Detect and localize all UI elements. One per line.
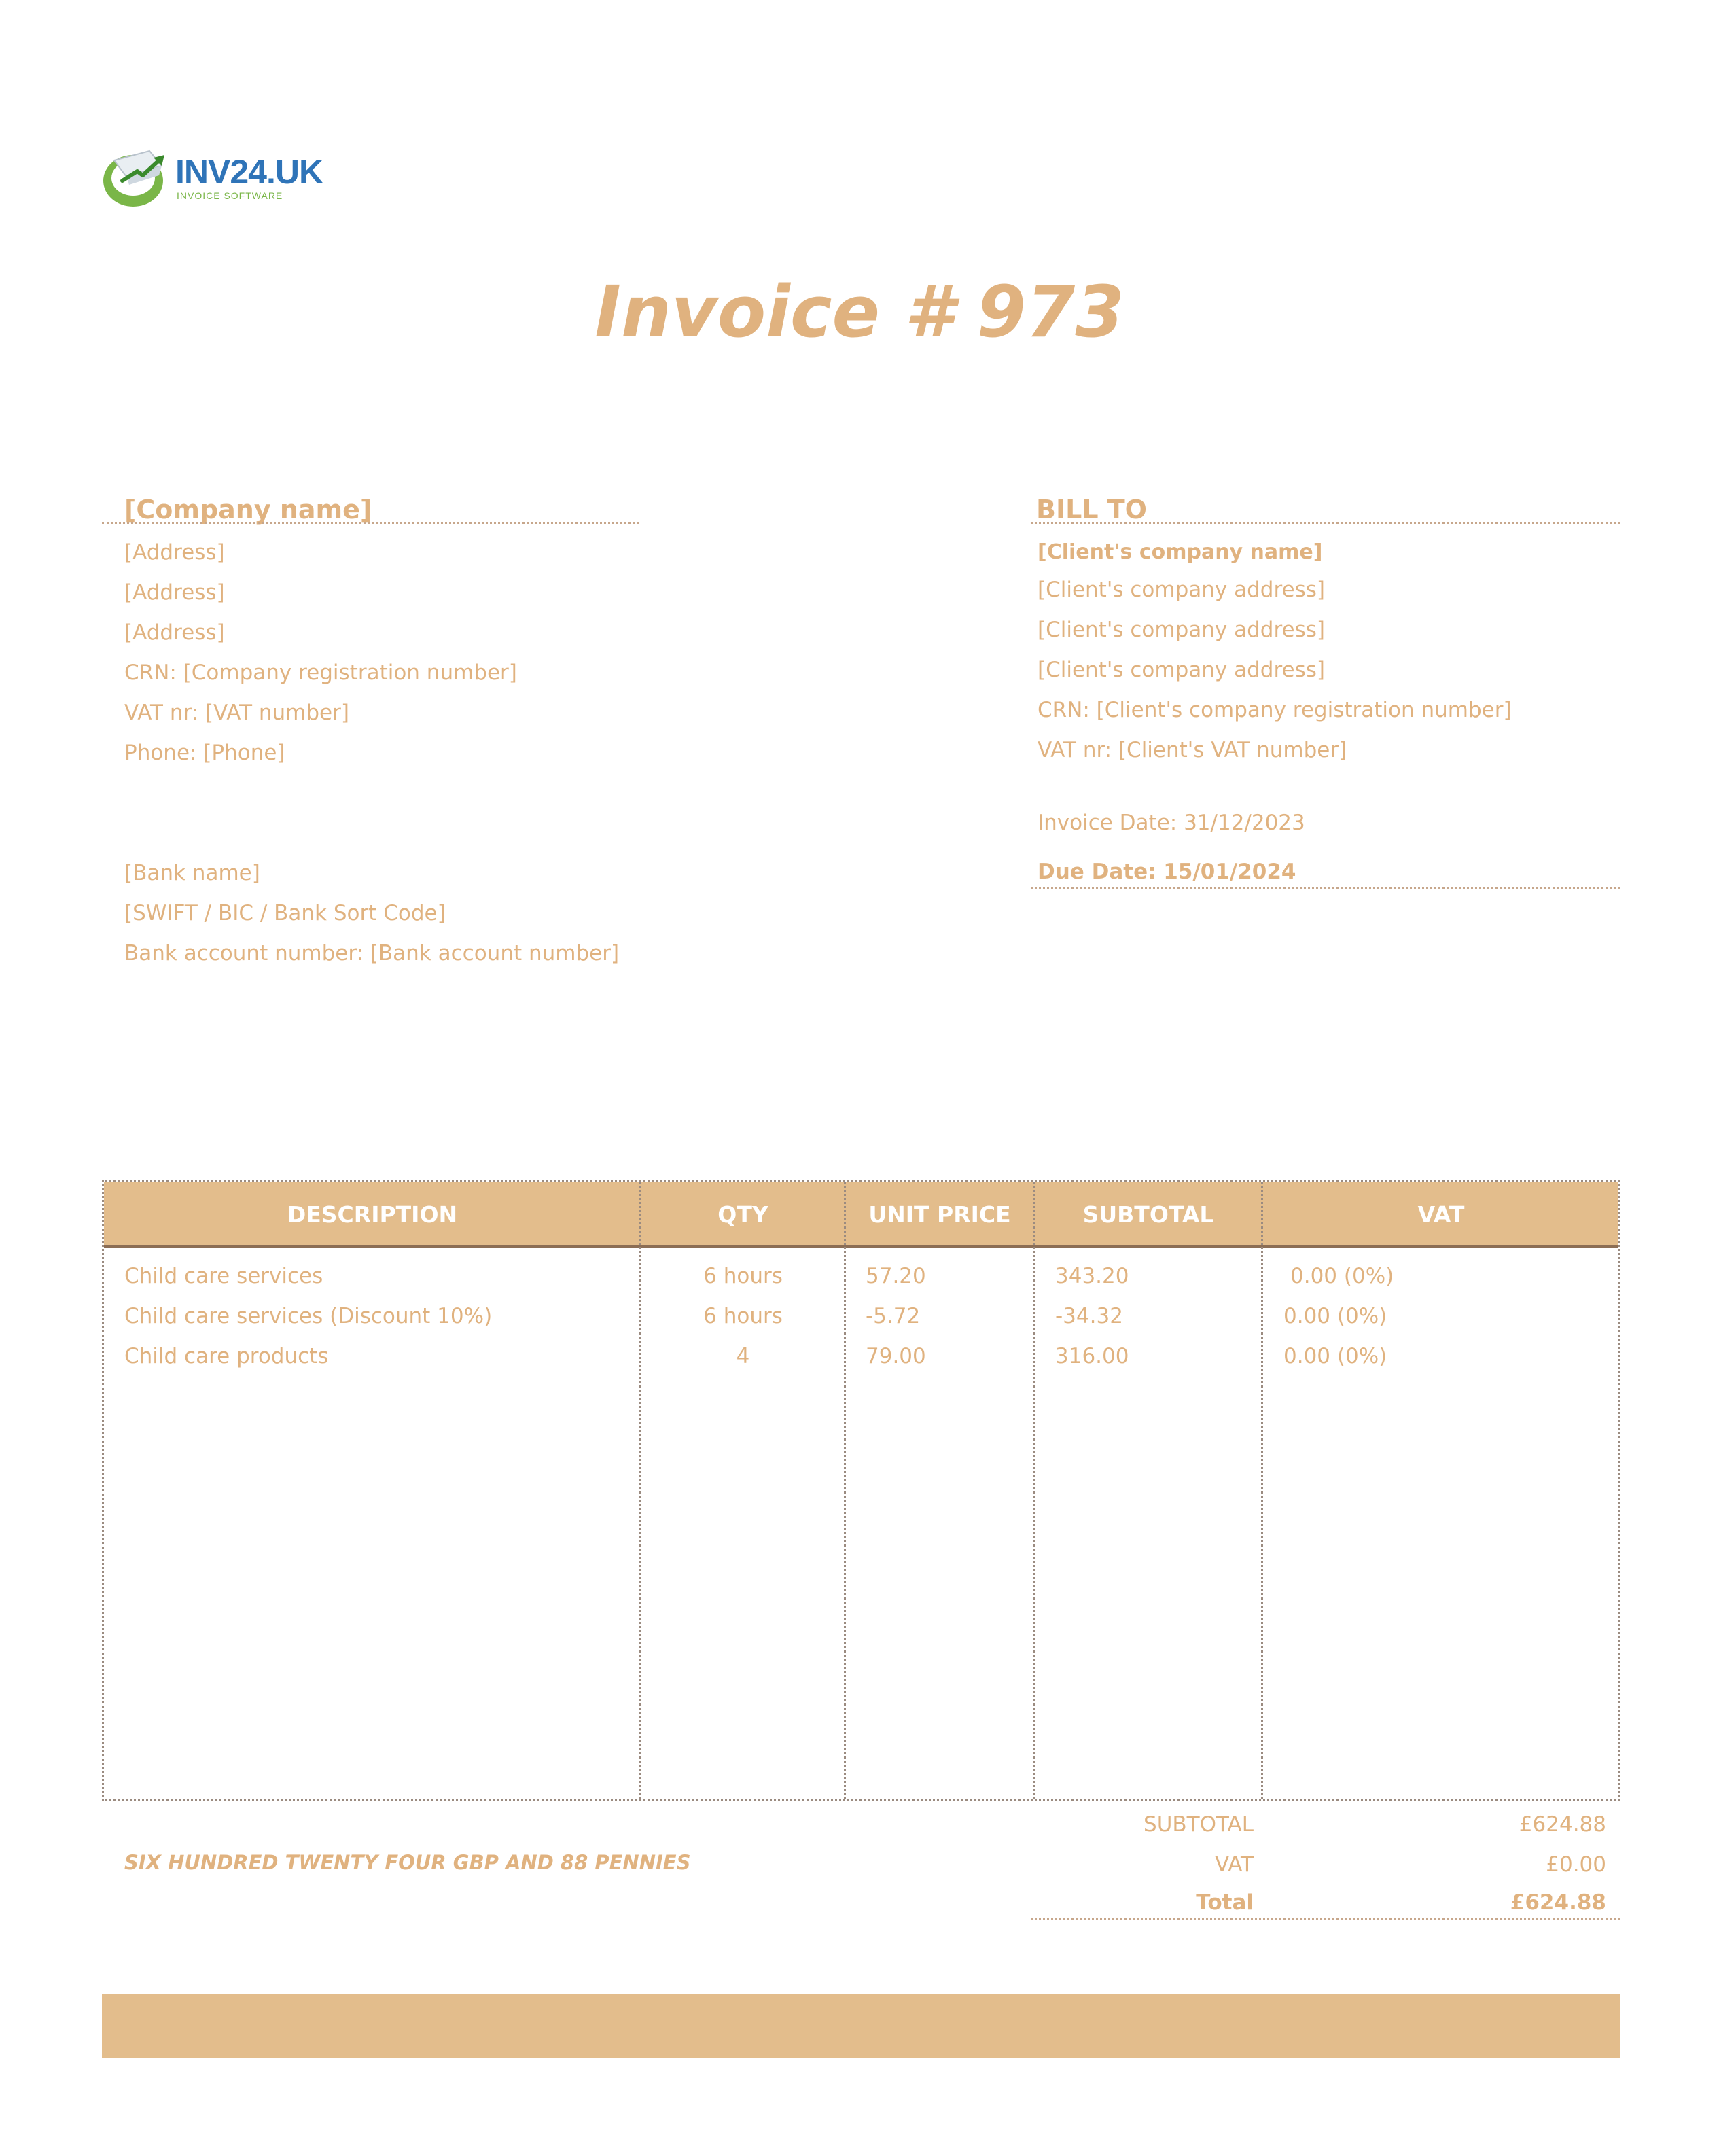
column-divider [1033, 1182, 1035, 1799]
col-header-unit-price: UNIT PRICE [868, 1201, 1011, 1228]
amount-in-words: SIX HUNDRED TWENTY FOUR GBP AND 88 PENNIES [124, 1851, 691, 1874]
table-header [104, 1182, 1618, 1248]
bank-account-number: Bank account number: [Bank account number] [124, 941, 620, 966]
row-description: Child care services (Discount 10%) [124, 1304, 493, 1328]
client-address-1: [Client's company address] [1038, 578, 1325, 602]
bank-swift: [SWIFT / BIC / Bank Sort Code] [124, 901, 446, 925]
row-subtotal: 343.20 [1055, 1264, 1129, 1288]
row-subtotal: -34.32 [1055, 1304, 1123, 1328]
invoice-date: Invoice Date: 31/12/2023 [1038, 811, 1305, 835]
bill-to-heading-rule [1031, 522, 1620, 524]
logo-wordmark: INV24.UK [175, 153, 323, 191]
logo-tagline: INVOICE SOFTWARE [177, 190, 283, 201]
invoice-number: 973 [976, 270, 1124, 353]
column-divider [1261, 1182, 1263, 1799]
row-qty: 6 hours [703, 1264, 783, 1288]
seller-phone: Phone: [Phone] [124, 741, 285, 765]
footer-bar [102, 1994, 1620, 2058]
bank-name: [Bank name] [124, 861, 260, 885]
client-vat: VAT nr: [Client's VAT number] [1038, 738, 1347, 762]
due-date: Due Date: 15/01/2024 [1038, 860, 1296, 884]
client-crn: CRN: [Client's company registration number] [1038, 698, 1512, 722]
logo-icon [102, 145, 170, 208]
due-date-rule [1031, 887, 1620, 889]
row-qty: 6 hours [703, 1304, 783, 1328]
row-vat: 0.00 (0%) [1283, 1344, 1387, 1368]
line-items-table [102, 1180, 1620, 1801]
client-address-2: [Client's company address] [1038, 618, 1325, 642]
row-qty: 4 [736, 1344, 750, 1368]
vat-label: VAT [1215, 1852, 1254, 1877]
bill-to-heading: BILL TO [1036, 495, 1147, 525]
vat-value: £0.00 [1546, 1852, 1606, 1877]
row-description: Child care services [124, 1264, 323, 1288]
col-header-qty: QTY [717, 1201, 768, 1228]
seller-address-1: [Address] [124, 540, 225, 565]
seller-company-name: [Company name] [124, 495, 372, 525]
row-description: Child care products [124, 1344, 329, 1368]
subtotal-value: £624.88 [1519, 1812, 1606, 1837]
invoice-title [0, 270, 1719, 353]
seller-crn: CRN: [Company registration number] [124, 660, 517, 685]
total-label: Total [1196, 1890, 1254, 1915]
row-subtotal: 316.00 [1055, 1344, 1129, 1368]
row-unit-price: 57.20 [866, 1264, 926, 1288]
row-vat: 0.00 (0%) [1290, 1264, 1394, 1288]
seller-address-2: [Address] [124, 580, 225, 605]
total-rule [1031, 1918, 1620, 1920]
row-unit-price: 79.00 [866, 1344, 926, 1368]
seller-vat: VAT nr: [VAT number] [124, 701, 349, 725]
col-header-subtotal: SUBTOTAL [1082, 1201, 1214, 1228]
seller-heading-rule [102, 522, 639, 524]
subtotal-label: SUBTOTAL [1144, 1812, 1254, 1837]
brand-logo [102, 141, 323, 209]
row-unit-price: -5.72 [866, 1304, 921, 1328]
col-header-description: DESCRIPTION [287, 1201, 458, 1228]
client-company-name: [Client's company name] [1038, 540, 1323, 564]
row-vat: 0.00 (0%) [1283, 1304, 1387, 1328]
total-value: £624.88 [1510, 1890, 1606, 1915]
col-header-vat: VAT [1417, 1201, 1465, 1228]
invoice-title-label: Invoice # [595, 270, 954, 353]
seller-address-3: [Address] [124, 620, 225, 645]
client-address-3: [Client's company address] [1038, 658, 1325, 682]
